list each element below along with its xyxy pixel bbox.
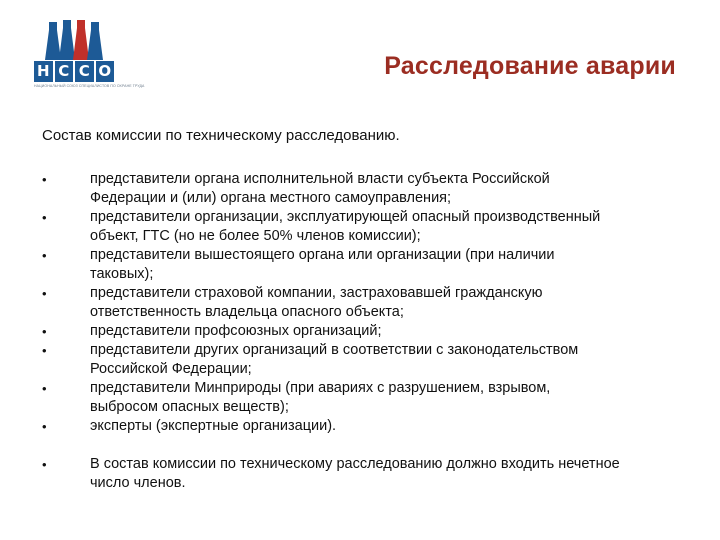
bullet: • — [42, 248, 47, 263]
logo-letter: Н — [34, 61, 53, 82]
logo-letter: С — [75, 61, 94, 82]
item-line: представители профсоюзных организаций; — [90, 323, 382, 339]
list-item — [42, 455, 690, 493]
bullet: • — [42, 210, 47, 225]
bullet: • — [42, 286, 47, 301]
item-line: В состав комиссии по техническому расследованию должно входить нечетное — [90, 456, 620, 472]
item-line: ответственность владельца опасного объекта; — [90, 304, 404, 320]
list-item — [42, 322, 690, 341]
list-item — [42, 284, 690, 322]
list-item — [42, 379, 690, 417]
subtitle: Состав комиссии по техническому расследованию. — [42, 127, 400, 144]
logo — [34, 18, 145, 90]
slide-title: Расследование аварии — [384, 52, 676, 80]
item-line: эксперты (экспертные организации). — [90, 418, 337, 434]
list-item — [42, 246, 690, 284]
bullet: • — [42, 343, 47, 358]
list-item — [42, 417, 690, 436]
list-item — [42, 341, 690, 379]
item-line: представители организации, эксплуатирующей опасный производственный — [90, 209, 601, 225]
item-line: таковых); — [90, 266, 154, 282]
logo-tagline: НАЦИОНАЛЬНЫЙ СОЮЗ СПЕЦИАЛИСТОВ ПО ОХРАНЕ ТРУДА — [34, 84, 145, 88]
bullet: • — [42, 457, 47, 472]
logo-letter: С — [55, 61, 74, 82]
bullet: • — [42, 324, 47, 339]
item-line: представители других организаций в соответствии с законодательством — [90, 342, 579, 358]
bullet: • — [42, 419, 47, 434]
item-line: Российской Федерации; — [90, 361, 252, 377]
item-line: выбросом опасных веществ); — [90, 399, 289, 415]
item-line: представители органа исполнительной власти субъекта Российской — [90, 171, 550, 187]
item-line: представители страховой компании, застраховавшей гражданскую — [90, 285, 543, 301]
list-item — [42, 208, 690, 246]
item-line: представители Минприроды (при авариях с разрушением, взрывом, — [90, 380, 551, 396]
bullet: • — [42, 381, 47, 396]
item-line: Федерации и (или) органа местного самоуправления; — [90, 190, 452, 206]
logo-letters — [34, 61, 114, 82]
item-line: число членов. — [90, 475, 186, 491]
item-line: представители вышестоящего органа или организации (при наличии — [90, 247, 555, 263]
item-line: объект, ГТС (но не более 50% членов комиссии); — [90, 228, 421, 244]
commission-list — [42, 170, 690, 493]
list-item — [42, 170, 690, 208]
bullet: • — [42, 172, 47, 187]
logo-flask-icon — [41, 18, 107, 60]
logo-letter: О — [96, 61, 115, 82]
